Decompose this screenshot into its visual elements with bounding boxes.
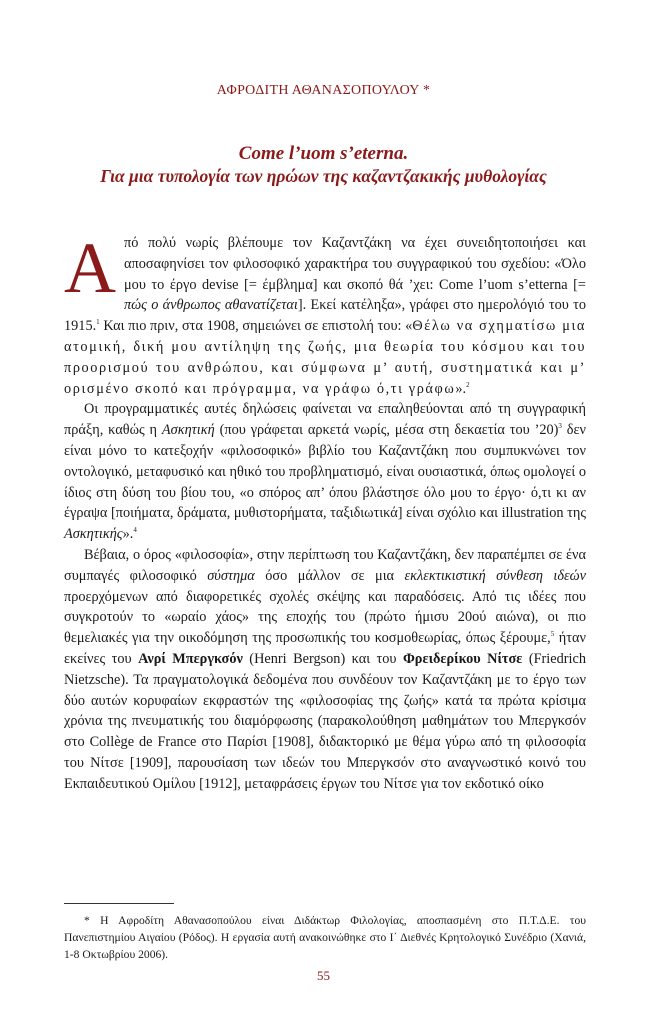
- article-title: [40, 143, 607, 187]
- text-run: ».: [122, 526, 134, 543]
- footnote-ref[interactable]: 3: [558, 422, 562, 431]
- text-run: όσο μάλλον σε μια: [254, 567, 405, 584]
- footnote-text: * Η Αφροδίτη Αθανασοπούλου είναι Διδάκτωρ Φιλολογίας, αποσπασμένη στο Π.Τ.Δ.Ε. του Πανεπιστημίου Αιγαίου (Ρόδος). Η εργασία αυτή ανακοινώθηκε στο Ι΄ Διεθνές Κρητολογικό Συνέδριο (Χανιά, 1-8 Οκτωβρίου 2006).: [64, 914, 586, 961]
- text-run: Βέβαια, ο όρος «φιλοσοφία», στην περίπτωση του Καζαντζάκη, δεν παραπέμπει σε ένα συμπαγές φιλοσοφικό: [64, 546, 586, 584]
- paragraph-1: [64, 228, 587, 399]
- italic-run: πώς ο άνθρωπος αθανατίζεται: [124, 297, 298, 314]
- bold-run: Ανρί Μπεργκσόν: [138, 650, 243, 667]
- footnote-ref[interactable]: 4: [133, 526, 137, 535]
- text-run: (που γράφεται αρκετά νωρίς, μέσα στη δεκαετία του ’20): [214, 422, 559, 439]
- text-run: ».: [455, 380, 467, 397]
- text-run: (Henri Bergson) και του: [242, 650, 403, 667]
- text-run: ]. Εκεί κατέληξα», γράφει στο ημερολόγιό του το 1915.: [64, 297, 586, 335]
- drop-cap: Α: [64, 228, 116, 308]
- italic-run: Ασκητική: [161, 422, 215, 439]
- article-body: [64, 228, 587, 795]
- italic-run: Ασκητικής: [64, 526, 123, 543]
- italic-run: εκλεκτικιστική σύνθεση ιδεών: [404, 567, 586, 584]
- author-heading: ΑΦΡΟΔΙΤΗ ΑΘΑΝΑΣΟΠΟΥΛΟΥ *: [216, 83, 431, 98]
- title-line-2: Για μια τυπολογία των ηρώων της καζαντζακικής μυθολογίας: [100, 166, 547, 186]
- italic-run: σύστημα: [207, 567, 255, 584]
- paragraph-2: [64, 399, 586, 545]
- text-run: Οι προγραμματικές αυτές δηλώσεις φαίνεται να επαληθεύονται από τη συγγραφική πράξη, καθώς η: [64, 401, 586, 439]
- text-run: ήταν εκείνες του: [64, 630, 586, 667]
- spaced-run: Θέλω να σχηματίσω μια ατομική, δική μου αντίληψη της ζωής, μια θεωρία του κόσμου και του προορισμού του ανθρώπου, και σύμφωνα μ’ αυτή, συστηματικά και μ’ ορισμένο σκοπό και πρόγραμμα, να γράφω ό,τι γράφω: [64, 318, 587, 397]
- footnote: [64, 912, 586, 963]
- bold-run: Φρειδερίκου Νίτσε: [402, 650, 523, 667]
- footnote-ref[interactable]: 1: [96, 318, 100, 327]
- footnote-ref[interactable]: 5: [550, 630, 555, 639]
- footnote-divider: [64, 903, 174, 904]
- page-number: 55: [317, 968, 330, 983]
- title-line-1: Come l’uom s’eterna.: [238, 143, 409, 164]
- text-run: προερχόμενων από διαφορετικές σχολές σκέψης και παραδόσεις. Από τις ιδέες που συγκροτούν το «ωραίο χάος» της εποχής του (πρώτο ήμισυ 20ού αιώνα), οι πιο θεμελιακές για την οικοδόμηση της προσωπικής του κοσμοθεωρίας, όπως ξέρουμε,: [64, 588, 586, 647]
- text-run: πό πολύ νωρίς βλέπουμε τον Καζαντζάκη να έχει συνειδητοποιήσει και αποσαφηνίσει τον φιλοσοφικό χαρακτήρα του συγγραφικού του σχεδίου: «Όλο μου το έργο devise [= έμβλημα] και σκοπό θά ’χει: Come l’uom s’etterna [=: [124, 235, 586, 293]
- footnote-ref[interactable]: 2: [466, 380, 470, 389]
- paragraph-3: [64, 545, 586, 795]
- text-run: δεν είναι μόνο το κατεξοχήν «φιλοσοφικό» βιβλίο του Καζαντζάκη που συμπυκνώνει τον οντολογικό, μεταφυσικό και ηθικό του προβληματισμό, είναι ουσιαστικά, όπως ομολογεί ο ίδιος στη δύση του βίου του, «ο σπόρος απ’ όπου βλάστησε όλο μου το έργο· ό,τι κι αν έγραψα [ποιήματα, δράματα, μυθιστορήματα, ταξιδιωτικά] είναι σχόλιο και illustration της: [64, 422, 587, 522]
- text-run: Και πιο πριν, στα 1908, σημειώνει σε επιστολή του: «: [99, 318, 413, 335]
- text-run: (Friedrich Nietzsche). Τα πραγματολογικά δεδομένα που συνδέουν τον Καζαντζάκη με το έργο των δύο αυτών κορυφαίων εκφραστών της «φιλοσοφίας της ζωής» κατά τα πρώτα κρίσιμα χρόνια της πνευματικής του διαμόρφωσης (παρακολούθηση μαθημάτων του Μπεργκσόν στο Collège de France στο Παρίσι [1908], διδακτορικό με θέμα γύρω από τη φιλοσοφία του Νίτσε [1909], παρουσίαση των ιδεών του Μπεργκσόν στο αναγνωστικό κοινό του Εκπαιδευτικού Ομίλου [1912], μεταφράσεις έργων του Νίτσε για τον εκδοτικό οίκο: [64, 650, 587, 792]
